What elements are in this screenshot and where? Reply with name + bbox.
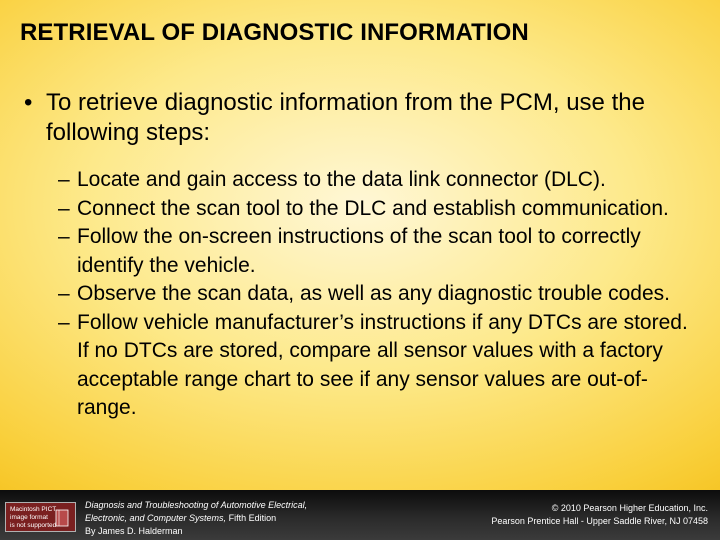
book-icon <box>55 509 69 527</box>
logo-line: is not supported <box>10 522 57 529</box>
dash-icon: – <box>58 196 70 220</box>
bullet-icon: • <box>24 89 33 116</box>
step-text: Follow the on-screen instructions of the scan tool to correctly identify the vehicle. <box>77 225 641 277</box>
step-text: Follow vehicle manufacturer’s instructions if any DTCs are stored. If no DTCs are stored, compare all sensor values with a factory acceptable range chart to see if any sensor values are out-of-range. <box>77 310 688 419</box>
copyright-notice <box>491 502 708 528</box>
step-text: Locate and gain access to the data link connector (DLC). <box>77 168 606 191</box>
publisher-logo-placeholder <box>5 502 76 532</box>
step-list <box>24 166 704 423</box>
logo-line: image format <box>10 514 48 521</box>
step-text: Observe the scan data, as well as any diagnostic trouble codes. <box>77 282 671 305</box>
book-author: By James D. Halderman <box>85 526 183 536</box>
book-title-line2: Electronic, and Computer Systems, Fifth Edition <box>85 513 277 523</box>
book-title-line1: Diagnosis and Troubleshooting of Automotive Electrical, <box>85 500 308 510</box>
dash-icon: – <box>58 310 70 334</box>
logo-line: Macintosh PICT <box>10 506 57 513</box>
main-bullet-text: To retrieve diagnostic information from the PCM, use the following steps: <box>46 89 645 146</box>
main-bullet <box>24 88 704 148</box>
publisher-line: Pearson Prentice Hall - Upper Saddle River, NJ 07458 <box>491 516 708 526</box>
step-item <box>58 280 704 309</box>
step-item <box>58 195 704 224</box>
dash-icon: – <box>58 282 70 305</box>
step-text: Connect the scan tool to the DLC and establish communication. <box>77 196 669 220</box>
step-item <box>58 223 704 280</box>
footer-bar <box>0 490 720 540</box>
dash-icon: – <box>58 168 70 191</box>
step-item <box>58 166 704 195</box>
copyright-line: © 2010 Pearson Higher Education, Inc. <box>551 503 708 513</box>
dash-icon: – <box>58 225 70 248</box>
slide-content <box>24 88 704 423</box>
slide-title: RETRIEVAL OF DIAGNOSTIC INFORMATION <box>20 19 529 46</box>
book-citation <box>85 499 307 538</box>
logo-placeholder-text <box>10 506 56 530</box>
step-item <box>58 309 704 423</box>
